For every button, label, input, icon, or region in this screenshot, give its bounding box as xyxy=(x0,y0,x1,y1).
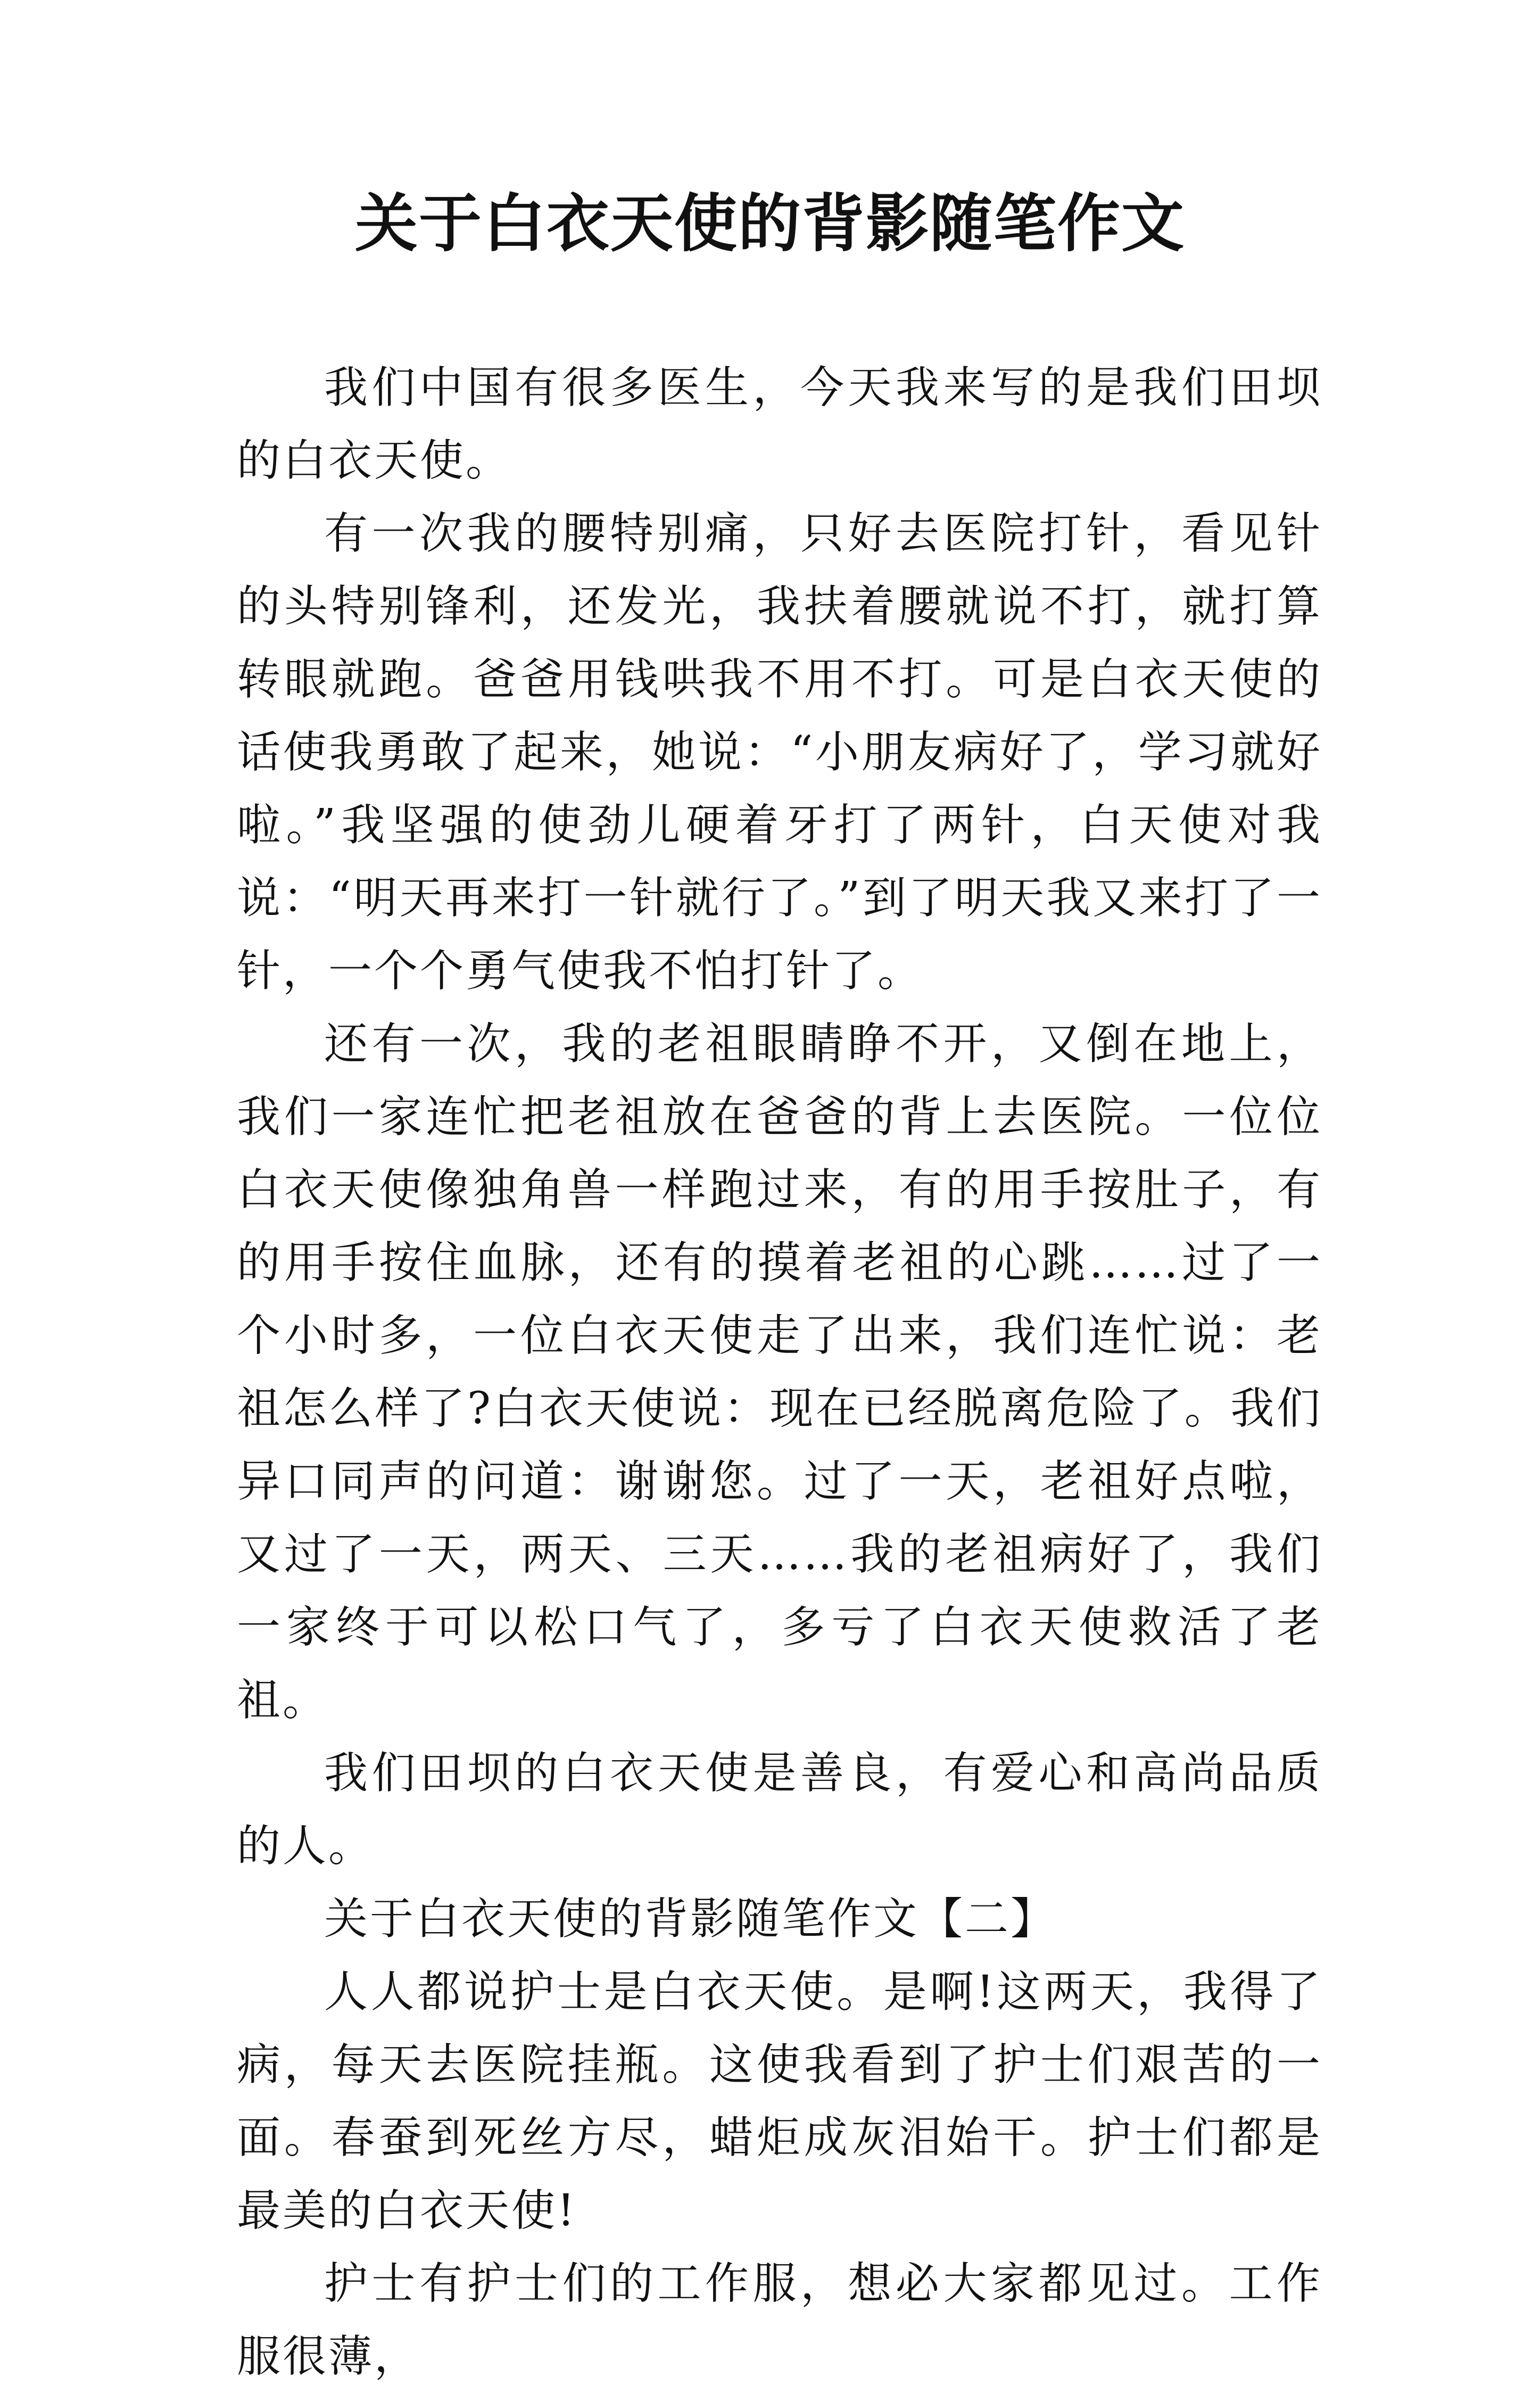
document-title: 关于白衣天使的背影随笔作文 xyxy=(354,186,1185,260)
paragraph: 还有一次，我的老祖眼睛睁不开，又倒在地上，我们一家连忙把老祖放在爸爸的背上去医院。一位位白衣天使像独角兽一样跑过来，有的用手按肚子，有的用手按住血脉，还有的摸着老祖的心跳……过了一个小时多，一位白衣天使走了出来，我们连忙说：老祖怎么样了?白衣天使说：现在已经脱离危险了。我们异口同声的问道：谢谢您。过了一天，老祖好点啦，又过了一天，两天、三天……我的老祖病好了，我们一家终于可以松口气了，多亏了白衣天使救活了老祖。 xyxy=(237,1019,1322,1726)
paragraph: 有一次我的腰特别痛，只好去医院打针，看见针的头特别锋利，还发光，我扶着腰就说不打，就打算转眼就跑。爸爸用钱哄我不用不打。可是白衣天使的话使我勇敢了起来，她说：“小朋友病好了，学习就好啦。”我坚强的使劲儿硬着牙打了两针，白天使对我说：“明天再来打一针就行了。”到了明天我又来打了一针，一个个勇气使我不怕打针了。 xyxy=(237,508,1322,996)
paragraph: 我们中国有很多医生，今天我来写的是我们田坝的白衣天使。 xyxy=(237,362,1322,486)
paragraph: 我们田坝的白衣天使是善良，有爱心和高尚品质的人。 xyxy=(237,1748,1322,1871)
paragraph: 人人都说护士是白衣天使。是啊!这两天，我得了病，每天去医院挂瓶。这使我看到了护士们艰苦的一面。春蚕到死丝方尽，蜡炬成灰泪始干。护士们都是最美的白衣天使! xyxy=(237,1967,1322,2236)
paragraph: 护士有护士们的工作服，想必大家都见过。工作服很薄， xyxy=(237,2258,1322,2382)
section-heading: 关于白衣天使的背影随笔作文【二】 xyxy=(324,1894,1057,1944)
document-body xyxy=(237,351,1322,2393)
